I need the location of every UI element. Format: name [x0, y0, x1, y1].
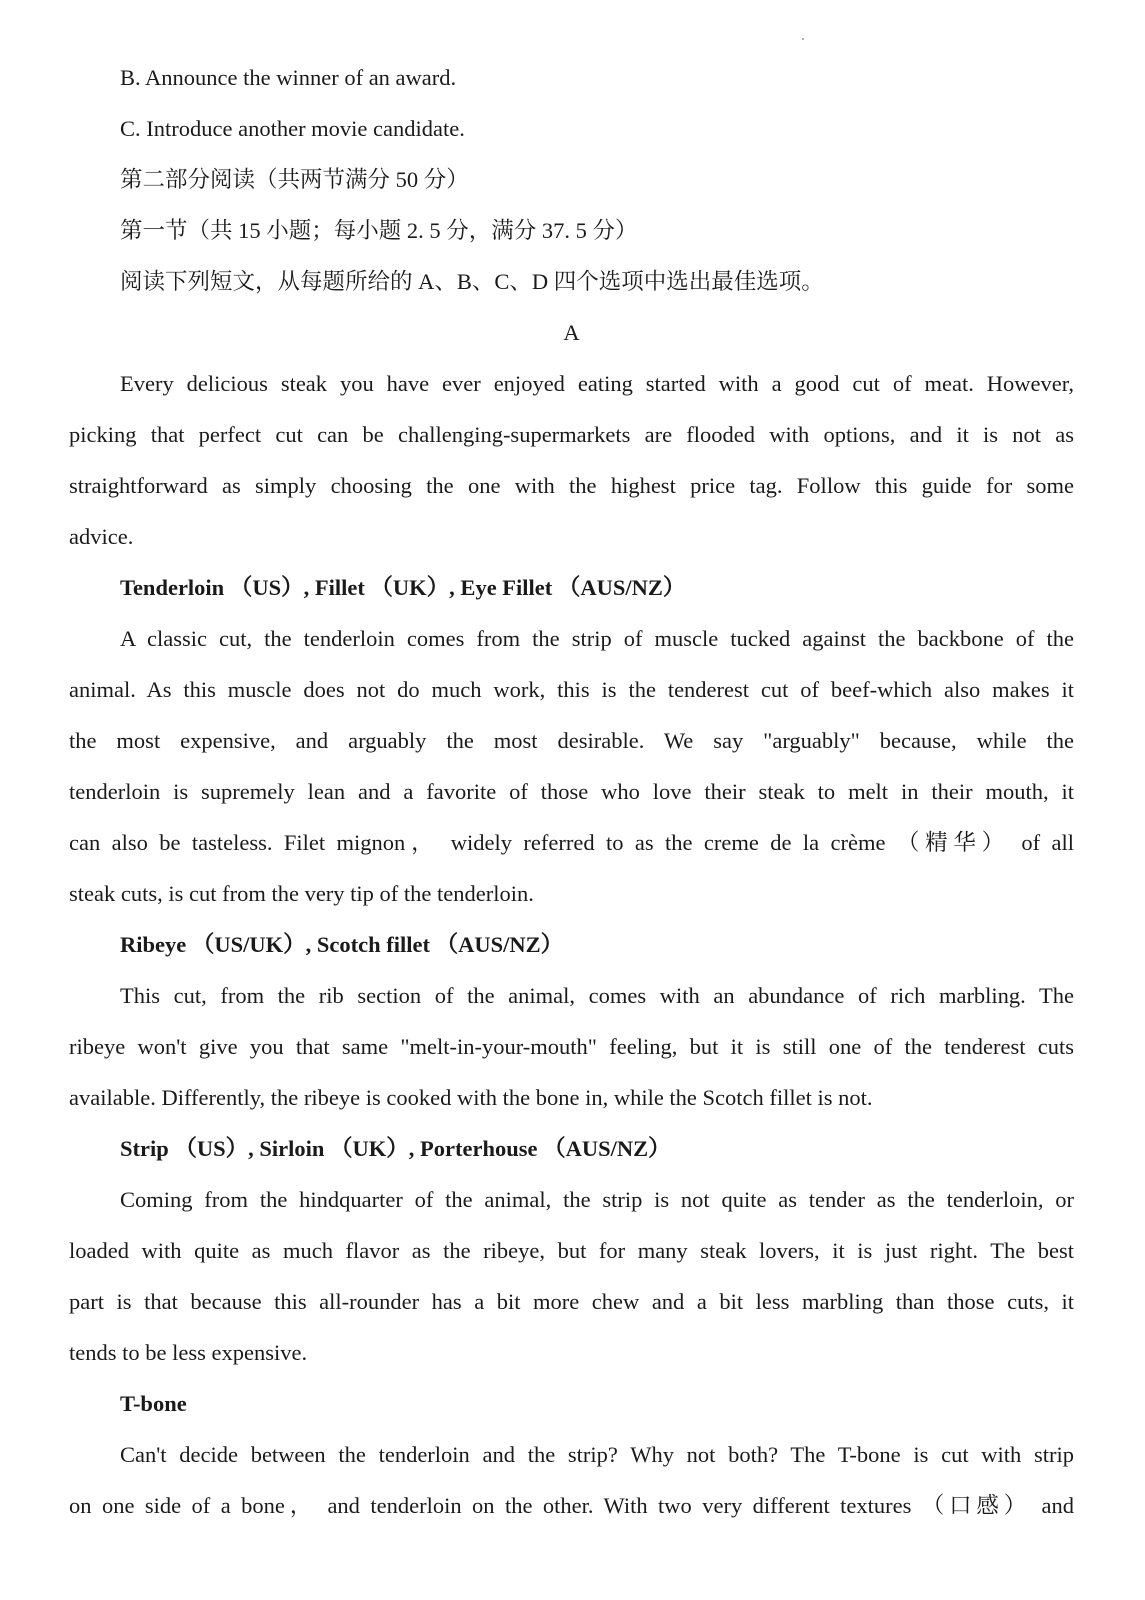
passage-label: A [563, 320, 580, 345]
tbone-line-2: on one side of a bone， and tenderloin on the other. With two very different textures （口感） and [69, 1493, 1074, 1518]
ribeye-line-2: ribeye won't give you that same "melt-in-your-mouth" feeling, but it is still one of the tenderest cuts [69, 1034, 1074, 1059]
ribeye-line-3: available. Differently, the ribeye is cooked with the bone in, while the Scotch fillet is not. [69, 1085, 873, 1110]
tenderloin-line-3: the most expensive, and arguably the most desirable. We say "arguably" because, while the [69, 728, 1074, 753]
reading-instructions: 阅读下列短文，从每题所给的 A、B、C、D 四个选项中选出最佳选项。 [120, 269, 824, 294]
scan-speck [802, 38, 804, 40]
strip-line-2: loaded with quite as much flavor as the ribeye, but for many steak lovers, it is just right. The best [69, 1238, 1074, 1263]
strip-line-4: tends to be less expensive. [69, 1340, 308, 1365]
part-two-heading: 第二部分阅读（共两节满分 50 分） [120, 167, 469, 192]
tenderloin-line-1: A classic cut, the tenderloin comes from the strip of muscle tucked against the backbone of the [120, 626, 1074, 651]
tbone-line-1: Can't decide between the tenderloin and the strip? Why not both? The T-bone is cut with strip [120, 1442, 1074, 1467]
strip-line-1: Coming from the hindquarter of the animal, the strip is not quite as tender as the tenderloin, or [120, 1187, 1074, 1212]
option-b: B. Announce the winner of an award. [120, 65, 457, 90]
ribeye-line-1: This cut, from the rib section of the animal, comes with an abundance of rich marbling. The [120, 983, 1074, 1008]
tenderloin-line-4: tenderloin is supremely lean and a favorite of those who love their steak to melt in their mouth, it [69, 779, 1074, 804]
intro-line-1: Every delicious steak you have ever enjoyed eating started with a good cut of meat. However, [120, 371, 1074, 396]
tenderloin-line-2: animal. As this muscle does not do much work, this is the tenderest cut of beef-which also makes it [69, 677, 1074, 702]
intro-line-4: advice. [69, 524, 134, 549]
option-c: C. Introduce another movie candidate. [120, 116, 465, 141]
tenderloin-line-6: steak cuts, is cut from the very tip of the tenderloin. [69, 881, 534, 906]
tenderloin-line-5: can also be tasteless. Filet mignon， widely referred to as the creme de la crème （精华） of all [69, 830, 1074, 855]
section-one-heading: 第一节（共 15 小题；每小题 2. 5 分，满分 37. 5 分） [120, 218, 638, 243]
intro-line-3: straightforward as simply choosing the one with the highest price tag. Follow this guide for some [69, 473, 1074, 498]
strip-line-3: part is that because this all-rounder has a bit more chew and a bit less marbling than those cuts, it [69, 1289, 1074, 1314]
heading-tenderloin: Tenderloin （US）, Fillet （UK）, Eye Fillet （AUS/NZ） [120, 575, 686, 600]
heading-strip: Strip （US）, Sirloin （UK）, Porterhouse （AUS/NZ） [120, 1136, 671, 1161]
intro-line-2: picking that perfect cut can be challenging-supermarkets are flooded with options, and it is not as [69, 422, 1074, 447]
heading-tbone: T-bone [120, 1391, 187, 1416]
heading-ribeye: Ribeye （US/UK）, Scotch fillet （AUS/NZ） [120, 932, 564, 957]
